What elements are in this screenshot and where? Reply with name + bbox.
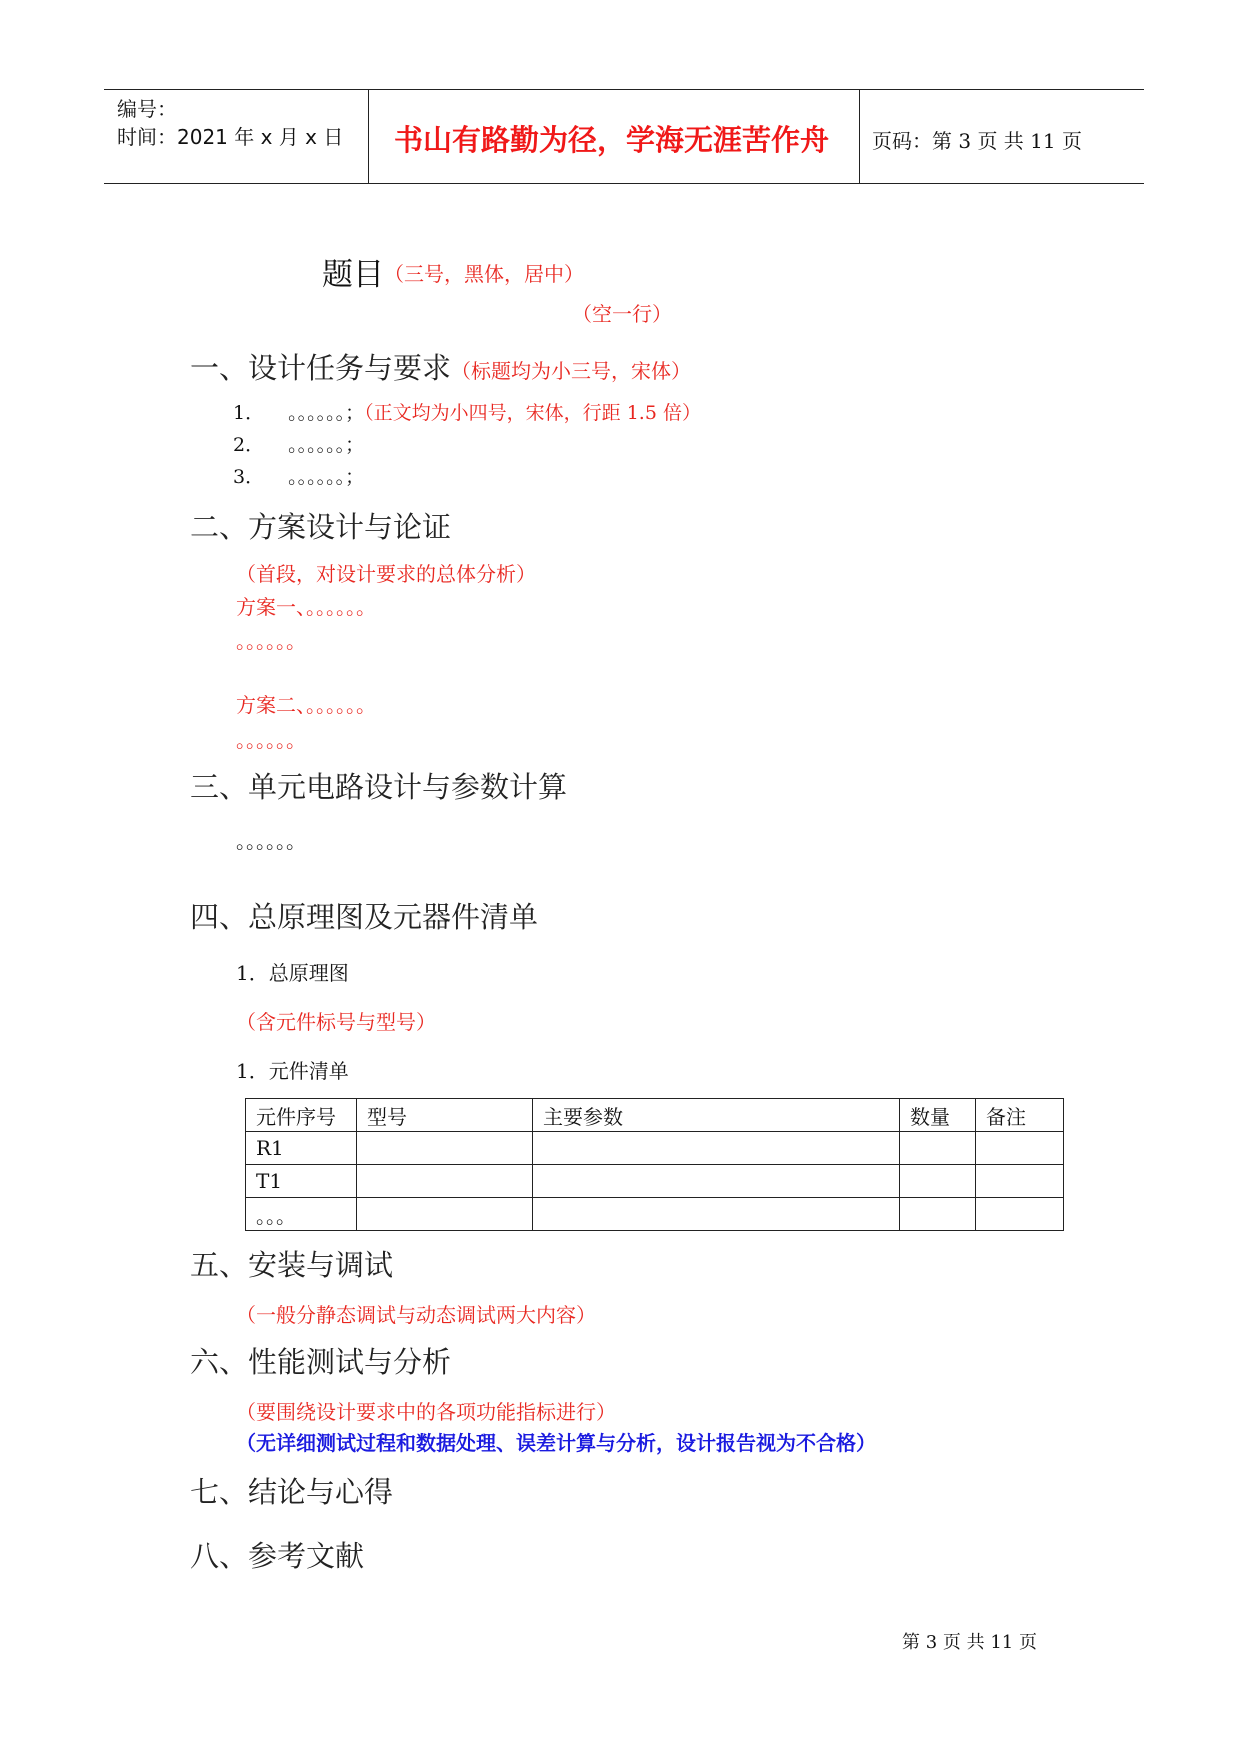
section2-intro: （首段，对设计要求的总体分析） [236, 562, 536, 586]
section1-heading-row [190, 346, 691, 387]
table-row [246, 1132, 1064, 1165]
table-cell [900, 1132, 976, 1165]
header-top-rule [104, 89, 1144, 90]
table-cell: T1 [246, 1165, 357, 1198]
section5-heading: 五、安装与调试 [190, 1248, 394, 1282]
schematic-subheading: 1．总原理图 [236, 961, 349, 985]
doc-title-text: 题目 [322, 257, 384, 293]
section1-heading: 一、设计任务与要求 [190, 351, 452, 385]
plan2-body: 。。。。。。 [236, 728, 306, 752]
table-header-cell: 型号 [357, 1099, 533, 1132]
table-row [246, 1198, 1064, 1231]
table-header-row [246, 1099, 1064, 1132]
section6-heading: 六、性能测试与分析 [190, 1345, 452, 1379]
blank-line-note: （空一行） [572, 302, 672, 326]
section2-heading: 二、方案设计与论证 [190, 510, 452, 544]
table-header-cell: 数量 [900, 1099, 976, 1132]
section3-heading: 三、单元电路设计与参数计算 [190, 770, 568, 804]
footer-page-number: 第 3 页 共 11 页 [902, 1632, 1037, 1653]
list-item-text: 。。。。。。； [288, 402, 365, 424]
plan1-heading: 方案一、。。。。。。 [236, 595, 376, 619]
section3-body: 。。。。。。 [236, 829, 306, 853]
table-cell [900, 1198, 976, 1231]
table-cell [533, 1132, 900, 1165]
header-bottom-rule [104, 183, 1144, 184]
header-page-label: 页码：第 3 页 共 11 页 [872, 129, 1082, 153]
table-cell [976, 1198, 1064, 1231]
section5-note: （一般分静态调试与动态调试两大内容） [236, 1303, 596, 1327]
section1-note: （标题均为小三号，宋体） [451, 359, 692, 383]
parts-table [245, 1098, 1064, 1231]
table-cell [533, 1165, 900, 1198]
table-cell [357, 1165, 533, 1198]
plan2-heading: 方案二、。。。。。。 [236, 693, 376, 717]
header-number-label: 编号： [117, 97, 177, 121]
table-header-cell: 备注 [976, 1099, 1064, 1132]
header-motto: 书山有路勤为径，学海无涯苦作舟 [394, 123, 830, 157]
section6-warning: （无详细测试过程和数据处理、误差计算与分析，设计报告视为不合格） [236, 1431, 876, 1455]
table-cell [976, 1132, 1064, 1165]
table-cell [900, 1165, 976, 1198]
parts-list-subheading: 1．元件清单 [236, 1059, 349, 1083]
list-item-number: 2． [233, 434, 265, 456]
doc-title [322, 249, 584, 294]
list-item-number: 3． [233, 466, 265, 488]
section7-heading: 七、结论与心得 [190, 1475, 394, 1509]
plan1-body: 。。。。。。 [236, 629, 306, 653]
table-cell: R1 [246, 1132, 357, 1165]
list-item [233, 398, 701, 425]
list-item-note: （正文均为小四号，宋体，行距 1.5 倍） [364, 402, 701, 424]
header-time-label: 时间：2021 年 x 月 x 日 [117, 125, 344, 149]
list-item [233, 462, 364, 489]
list-item-number: 1． [233, 402, 265, 424]
table-cell [357, 1132, 533, 1165]
schematic-note: （含元件标号与型号） [236, 1010, 436, 1034]
table-header-cell: 元件序号 [246, 1099, 357, 1132]
table-row [246, 1165, 1064, 1198]
table-header-cell: 主要参数 [533, 1099, 900, 1132]
table-cell [357, 1198, 533, 1231]
section4-heading: 四、总原理图及元器件清单 [190, 900, 539, 934]
doc-title-note: （三号，黑体，居中） [384, 262, 584, 286]
list-item-text: 。。。。。。； [288, 434, 365, 456]
table-cell [976, 1165, 1064, 1198]
list-item [233, 430, 364, 457]
header-divider-right [859, 89, 860, 184]
table-cell: 。。。 [246, 1198, 357, 1231]
header-divider-left [368, 89, 369, 184]
section8-heading: 八、参考文献 [190, 1539, 365, 1573]
list-item-text: 。。。。。。； [288, 466, 365, 488]
table-cell [533, 1198, 900, 1231]
section6-note: （要围绕设计要求中的各项功能指标进行） [236, 1400, 616, 1424]
